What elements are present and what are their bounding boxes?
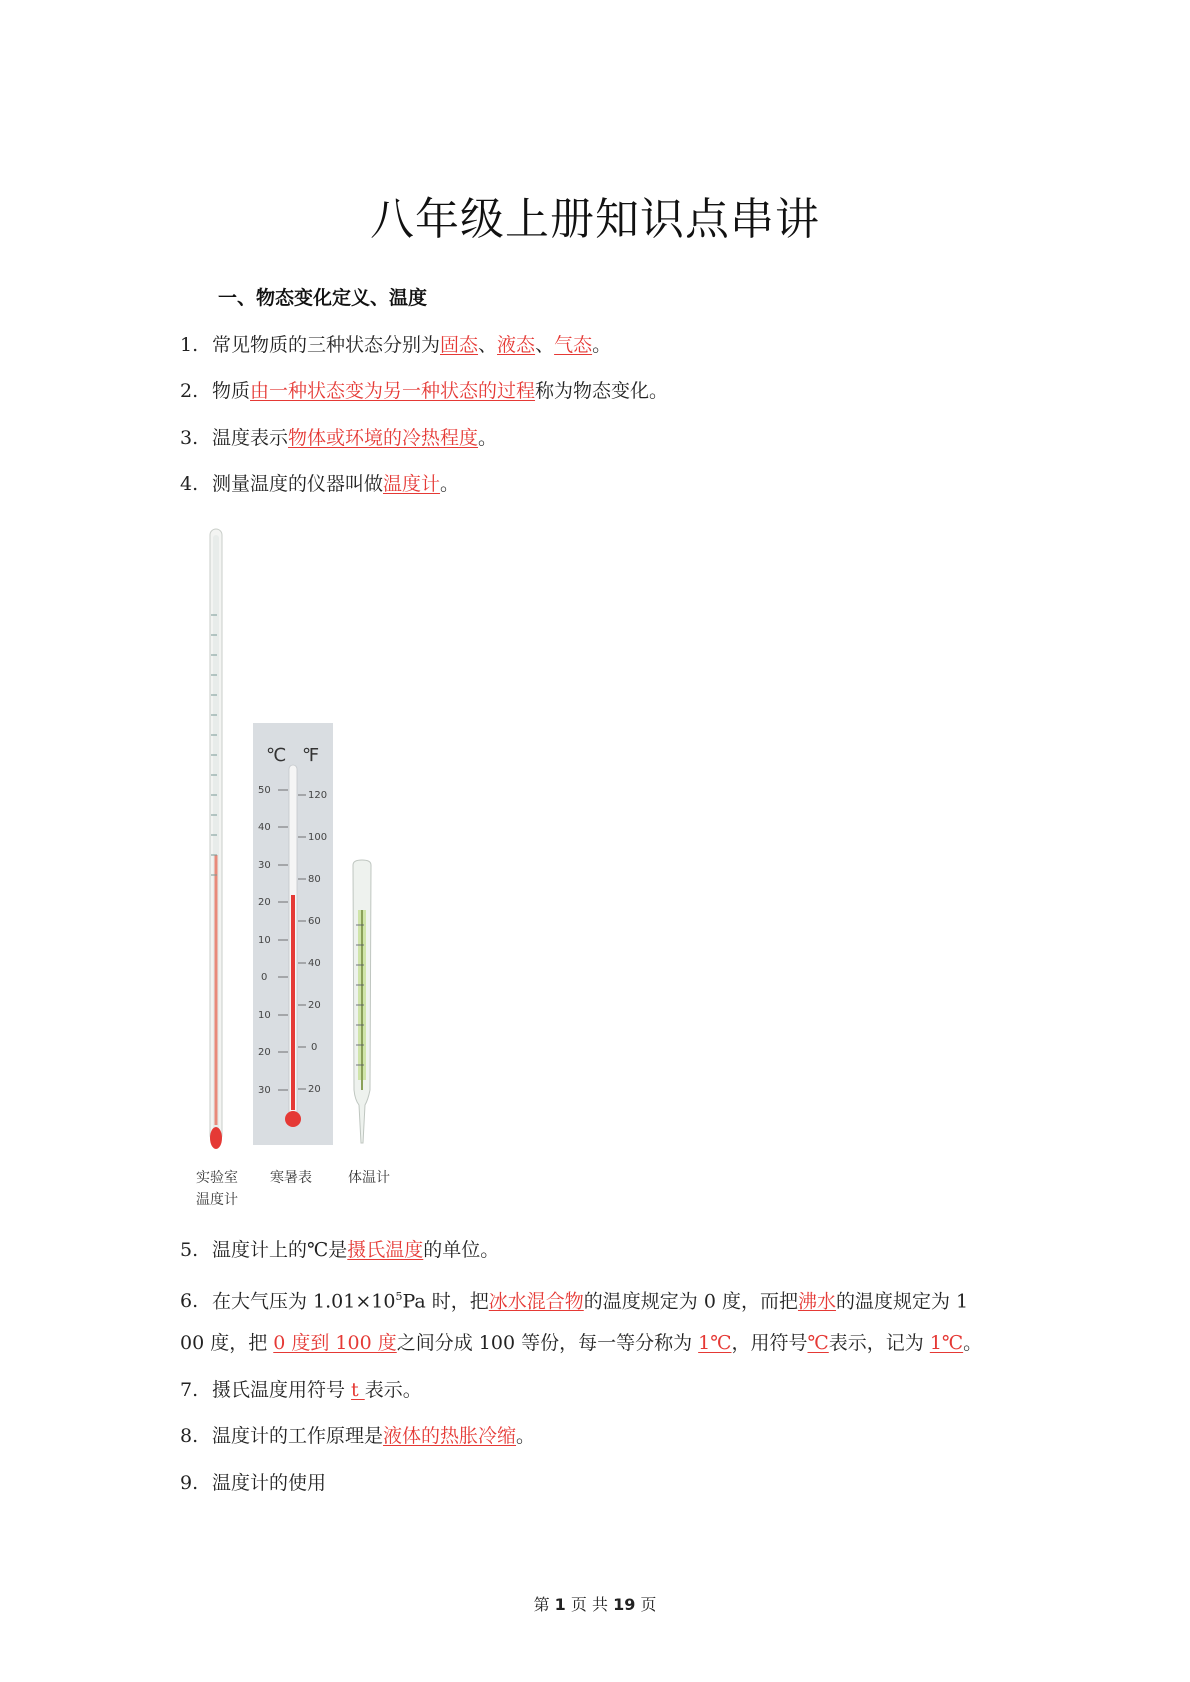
answer: t xyxy=(351,1379,365,1401)
answer: 由一种状态变为另一种状态的过程 xyxy=(250,380,536,402)
caption-lab-thermometer-2: 温度计 xyxy=(196,1192,238,1208)
answer-solid: 固态 xyxy=(440,334,479,356)
section-heading: 一、物态变化定义、温度 xyxy=(218,287,428,309)
list-item-1: 1. 常见物质的三种状态分别为固态、液态、气态。 xyxy=(180,334,612,356)
answer-range: 0 度到 100 度 xyxy=(273,1332,397,1354)
total-pages: 19 xyxy=(613,1595,636,1614)
c-tick-label: 20 xyxy=(258,897,271,908)
answer-notation: 1℃ xyxy=(929,1332,964,1354)
c-tick-label: 50 xyxy=(258,785,271,796)
c-tick-label: 40 xyxy=(258,822,271,833)
c-tick-label: 20 xyxy=(258,1047,271,1058)
f-tick-label: 80 xyxy=(308,874,321,885)
f-tick-label: 60 xyxy=(308,916,321,927)
answer: 温度计 xyxy=(383,473,441,495)
caption-wall-thermometer: 寒暑表 xyxy=(270,1170,312,1186)
c-tick-label: 0 xyxy=(261,972,268,983)
list-item-5: 5. 温度计上的℃是摄氏温度的单位。 xyxy=(180,1239,500,1261)
answer-boiling-water: 沸水 xyxy=(797,1290,836,1313)
answer: 物体或环境的冷热程度 xyxy=(288,427,479,449)
celsius-unit: ℃ xyxy=(266,745,287,766)
thermometer-figure xyxy=(188,525,418,1215)
f-tick-label: 40 xyxy=(308,958,321,969)
f-tick-label: 0 xyxy=(311,1042,318,1053)
answer-liquid: 液态 xyxy=(497,334,536,356)
c-tick-label: 10 xyxy=(258,1010,271,1021)
lab-thermometer-image xyxy=(210,529,222,1149)
list-item-3: 3. 温度表示物体或环境的冷热程度。 xyxy=(180,427,498,449)
f-tick-label: 20 xyxy=(308,1084,321,1095)
f-tick-label: 120 xyxy=(308,790,328,801)
page-title: 八年级上册知识点串讲 xyxy=(370,194,820,245)
list-item-8: 8. 温度计的工作原理是液体的热胀冷缩。 xyxy=(180,1425,536,1447)
c-tick-label: 10 xyxy=(258,935,271,946)
answer-gas: 气态 xyxy=(554,334,593,356)
c-tick-label: 30 xyxy=(258,860,271,871)
caption-lab-thermometer: 实验室 xyxy=(196,1170,238,1186)
clinical-thermometer-image xyxy=(353,860,371,1143)
list-item-6-continued: 00 度，把 0 度到 100 度之间分成 100 等份，每一等分称为 1℃，用符号℃表示，记为 1℃。 xyxy=(180,1332,983,1354)
list-item-6: 6. 在大气压为 $1.01\times 10^5Pa$ 时，把冰水混合物的温度规定为 0 度，而把沸水的温度规定为 1 xyxy=(180,1290,969,1313)
list-item-4: 4. 测量温度的仪器叫做温度计。 xyxy=(180,473,460,495)
page-footer: 第 1 页 共 19 页 xyxy=(533,1595,657,1614)
f-tick-label: 100 xyxy=(308,832,328,843)
list-item-7: 7. 摄氏温度用符号 t 表示。 xyxy=(180,1379,422,1401)
answer-ice-water: 冰水混合物 xyxy=(488,1290,584,1313)
f-tick-label: 20 xyxy=(308,1000,321,1011)
caption-clinical-thermometer: 体温计 xyxy=(348,1170,390,1186)
answer: 摄氏温度 xyxy=(347,1239,424,1261)
item-number: 1. xyxy=(180,334,199,356)
page-number: 1 xyxy=(554,1595,566,1614)
wall-thermometer-image xyxy=(253,723,333,1145)
list-item-9: 9. 温度计的使用 xyxy=(180,1472,327,1494)
fahrenheit-unit: ℉ xyxy=(302,745,320,766)
list-item-2: 2. 物质由一种状态变为另一种状态的过程称为物态变化。 xyxy=(180,380,669,402)
c-tick-label: 30 xyxy=(258,1085,271,1096)
answer: 液体的热胀冷缩 xyxy=(383,1425,517,1447)
answer-symbol: ℃ xyxy=(807,1332,829,1354)
answer-unit: 1℃ xyxy=(698,1332,732,1354)
